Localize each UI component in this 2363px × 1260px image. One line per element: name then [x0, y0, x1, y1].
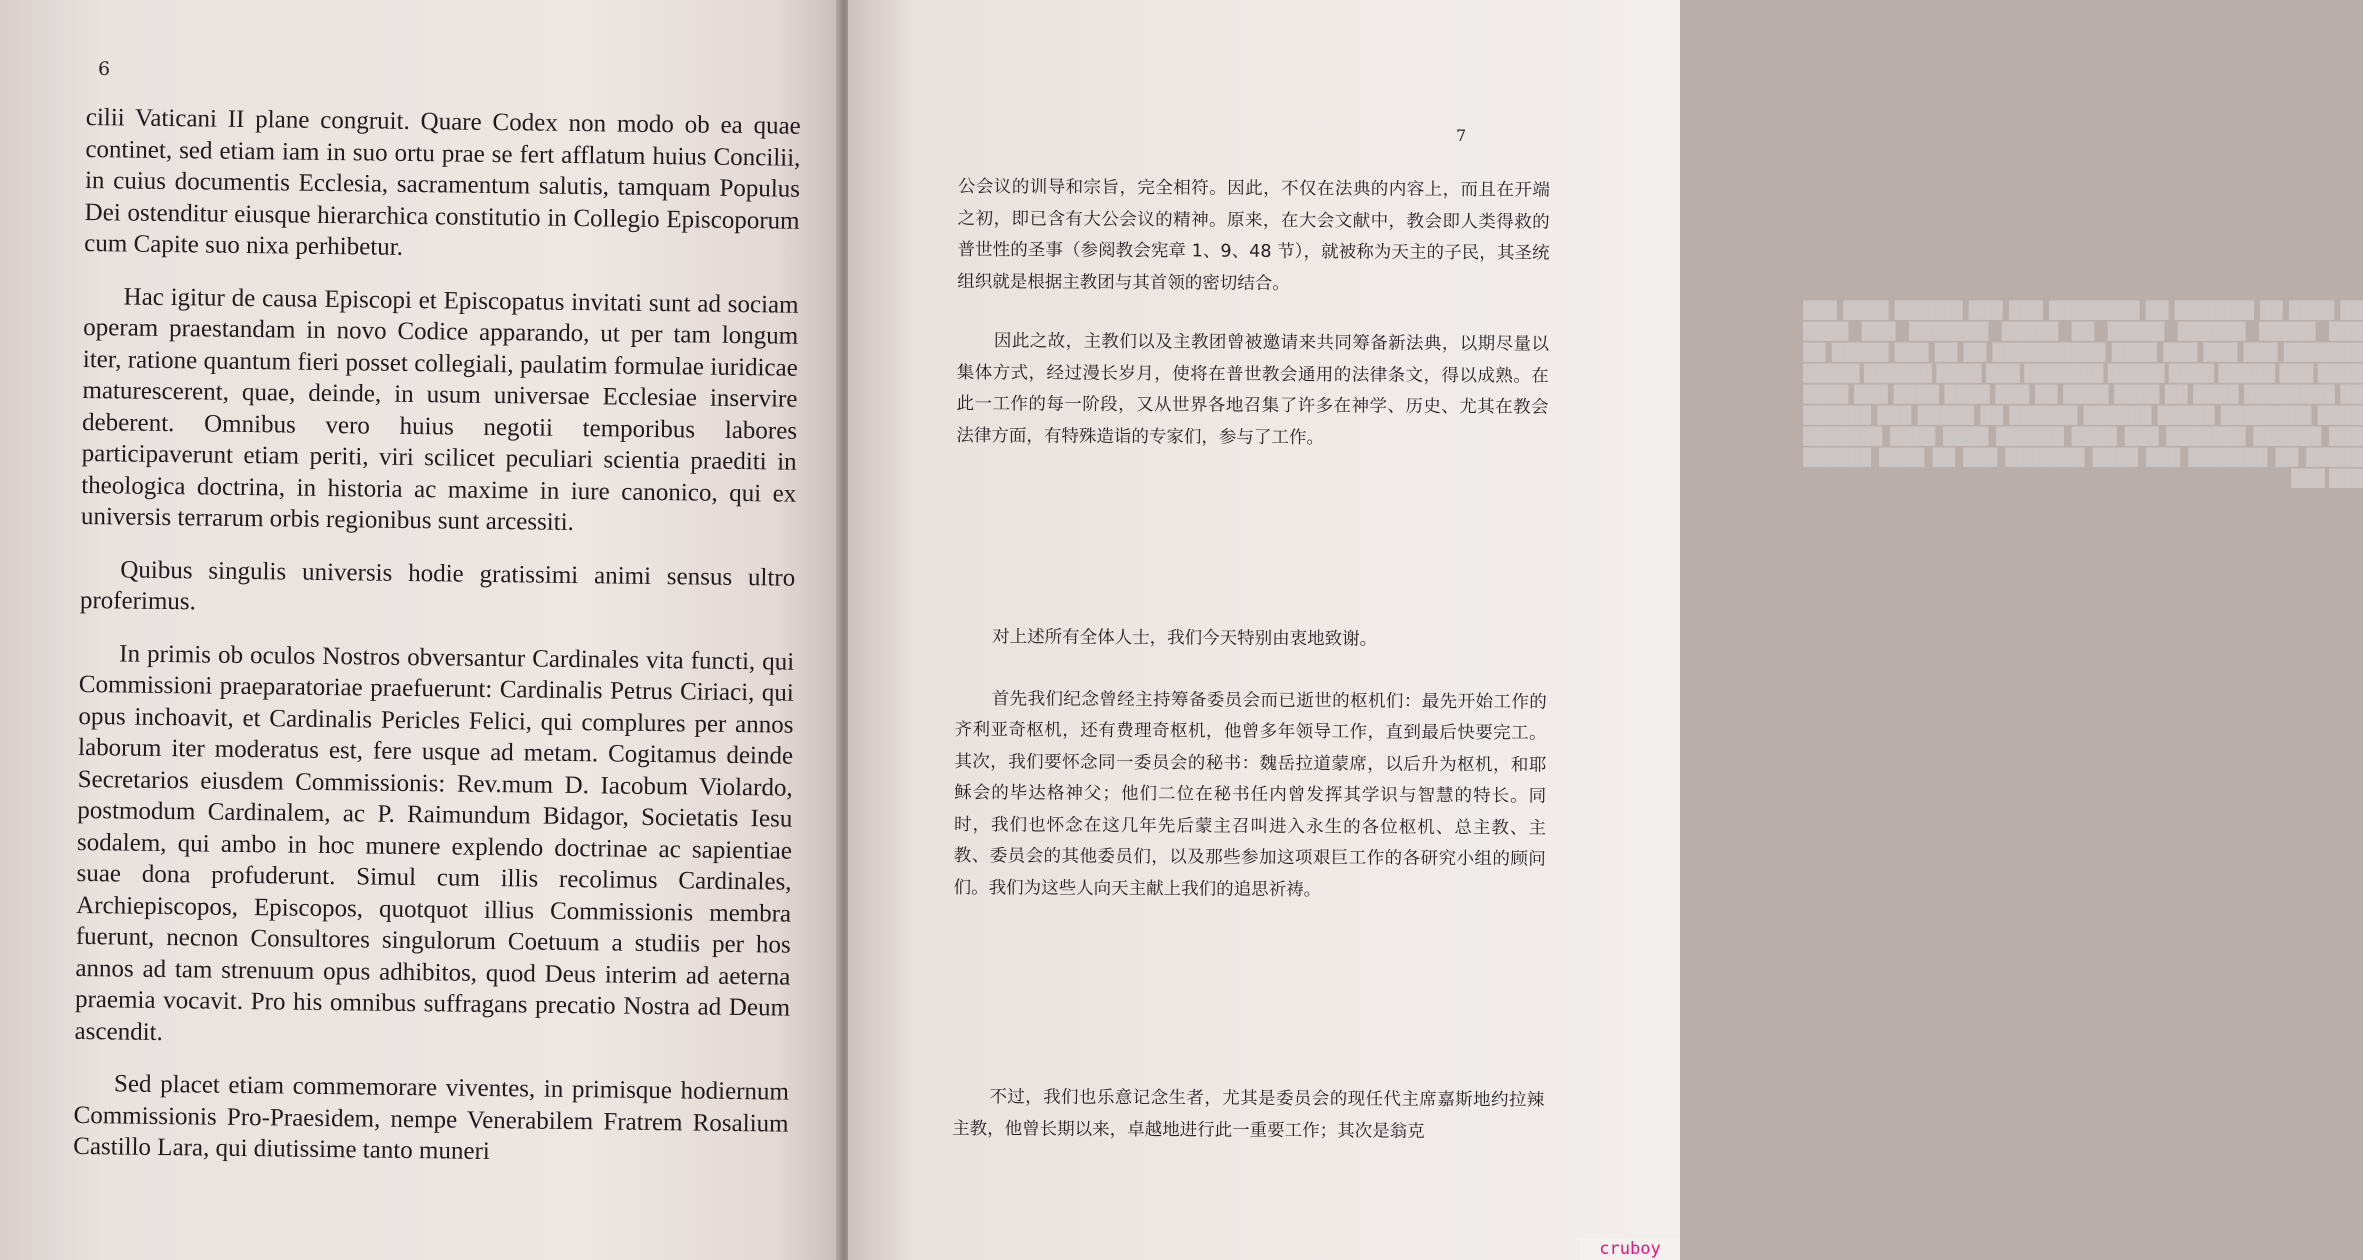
- chinese-paragraph-4: 首先我们纪念曾经主持筹备委员会而已逝世的枢机们：最先开始工作的齐利亚奇枢机，还有费理奇枢机，他曾多年领导工作，直到最后快要完工。其次，我们要怀念同一委员会的秘书：魏岳拉道蒙席，以后升为枢机，和耶稣会的毕达格神父；他们二位在秘书任内曾发挥其学识与智慧的特长。同时，我们也怀念在这几年先后蒙主召叫进入永生的各位枢机、总主教、主教、委员会的其他委员们，以及那些参加这项艰巨工作的各研究小组的顾问们。我们为这些人向天主献上我们的追思祈祷。: [953, 688, 1547, 900]
- show-through-text: ██ ████ ██ ███████ ██ ████████ ███ ███ ██████ ████ ███ ███ █████ ██████ █████ ██ █████ ███████ ███ ████ ███████ ███ ███ ███ ████ ██████████ ██ ██ ███ █████ ██ ████ ███ █████ ████ █████ ███████ ███ ████ ██████ █████ ██ ████████ ████ ██ ████ ████ ██ ███ ████ ████ ███ ████ ████ ████████ █████ ██████ ██████ ██ █████ ███ ██████ ███ ██████ ███████ ███ ████ ██████ ████ ████ ███████ █████ ██ ███████ ███ ████ ███████ ███ ██ ████ ██████ ███ ███: [1803, 302, 2363, 487]
- latin-paragraph-4: In primis ob oculos Nostros obversantur Cardinales vita functi, qui Commissioni praeparatoriae praefuerunt: Cardinalis Petrus Ciriaci, qui opus inchoavit, et Cardinalis Pericles Felici, qui complures per annos laborum iter moderatus est, fere usque ad metam. Cogitamus deinde Secretarios eiusdem Commissionis: Rev.mum D. Iacobum Violardo, postmodum Cardinalem, ac P. Raimundum Bidagor, Societatis Iesu sodalem, qui ambo in hoc munere explendo doctrinae ac sapientiae suae dona profuderunt. Simul cum illis recolimus Cardinales, Archiepiscopos, Episcopos, quotquot illius Commissionis membra fuerunt, necnon Consultores singulorum Coetuum a studiis per hos annos ad tam strenuum opus adhibitos, quod Deus interim ad aeterna praemia vocavit. Pro his omnibus suffragans precatio Nostra ad Deum ascendit.: [74, 639, 795, 1046]
- latin-paragraph-5: Sed placet etiam commemorare viventes, in primisque hodiernum Commissionis Pro-Praesidem, nempe Venerabilem Fratrem Rosalium Castillo Lara, qui diutissime tanto muneri: [73, 1070, 790, 1166]
- latin-body-text: [73, 102, 801, 1192]
- chinese-body-text: [952, 172, 1550, 1149]
- left-page: [0, 0, 842, 1260]
- left-page-number: 6: [98, 58, 111, 80]
- watermark-label: cruboy: [1580, 1238, 1680, 1260]
- right-page-number: 7: [1456, 126, 1467, 145]
- chinese-paragraph-5: 不过，我们也乐意记念生者，尤其是委员会的现任代主席嘉斯地约拉辣主教，他曾长期以来，卓越地进行此一重要工作；其次是翁克: [952, 1087, 1545, 1142]
- chinese-paragraph-1: 公会议的训导和宗旨，完全相符。因此，不仅在法典的内容上，而且在开端之初，即已含有大公会议的精神。原来，在大会文献中，教会即人类得救的普世性的圣事（参阅教会宪章 1、9、48 节），就被称为天主的子民，其圣统组织就是根据主教团与其首领的密切结合。: [957, 176, 1550, 294]
- chinese-paragraph-2: 因此之故，主教们以及主教团曾被邀请来共同筹备新法典，以期尽量以集体方式，经过漫长岁月，使将在普世教会通用的法律条文，得以成熟。在此一工作的每一阶段，又从世界各地召集了许多在神学、历史、尤其在教会法律方面，有特殊造诣的专家们，参与了工作。: [956, 331, 1550, 448]
- chinese-paragraph-3: 对上述所有全体人士，我们今天特别由衷地致谢。: [992, 627, 1378, 650]
- latin-paragraph-3: Quibus singulis universis hodie gratissimi animi sensus ultro proferimus.: [79, 555, 796, 616]
- latin-paragraph-1: cilii Vaticani II plane congruit. Quare Codex non modo ob ea quae continet, sed etiam iam in suo ortu prae se fert afflatum huius Concilii, in cuius documentis Ecclesia, sacramentum salutis, tamquam Populus Dei ostenditur eiusque hierarchica constitutio in Collegio Episcoporum cum Capite suo nixa perhibetur.: [84, 103, 801, 261]
- latin-paragraph-2: Hac igitur de causa Episcopi et Episcopatus invitati sunt ad sociam operam praestandam in novo Codice apparando, ut per tam longum iter, ratione quantum fieri posset collegiali, paulatim formulae iuridicae maturescerent, quae, deinde, in usum universae Ecclesiae inservire deberent. Omnibus vero huius negotii temporibus labores participaverunt etiam periti, viri scilicet peculiari scientia praediti in theologica doctrina, in historia ac maxime in iure canonico, qui ex universis terrarum orbis regionibus sunt arcessiti.: [80, 282, 799, 536]
